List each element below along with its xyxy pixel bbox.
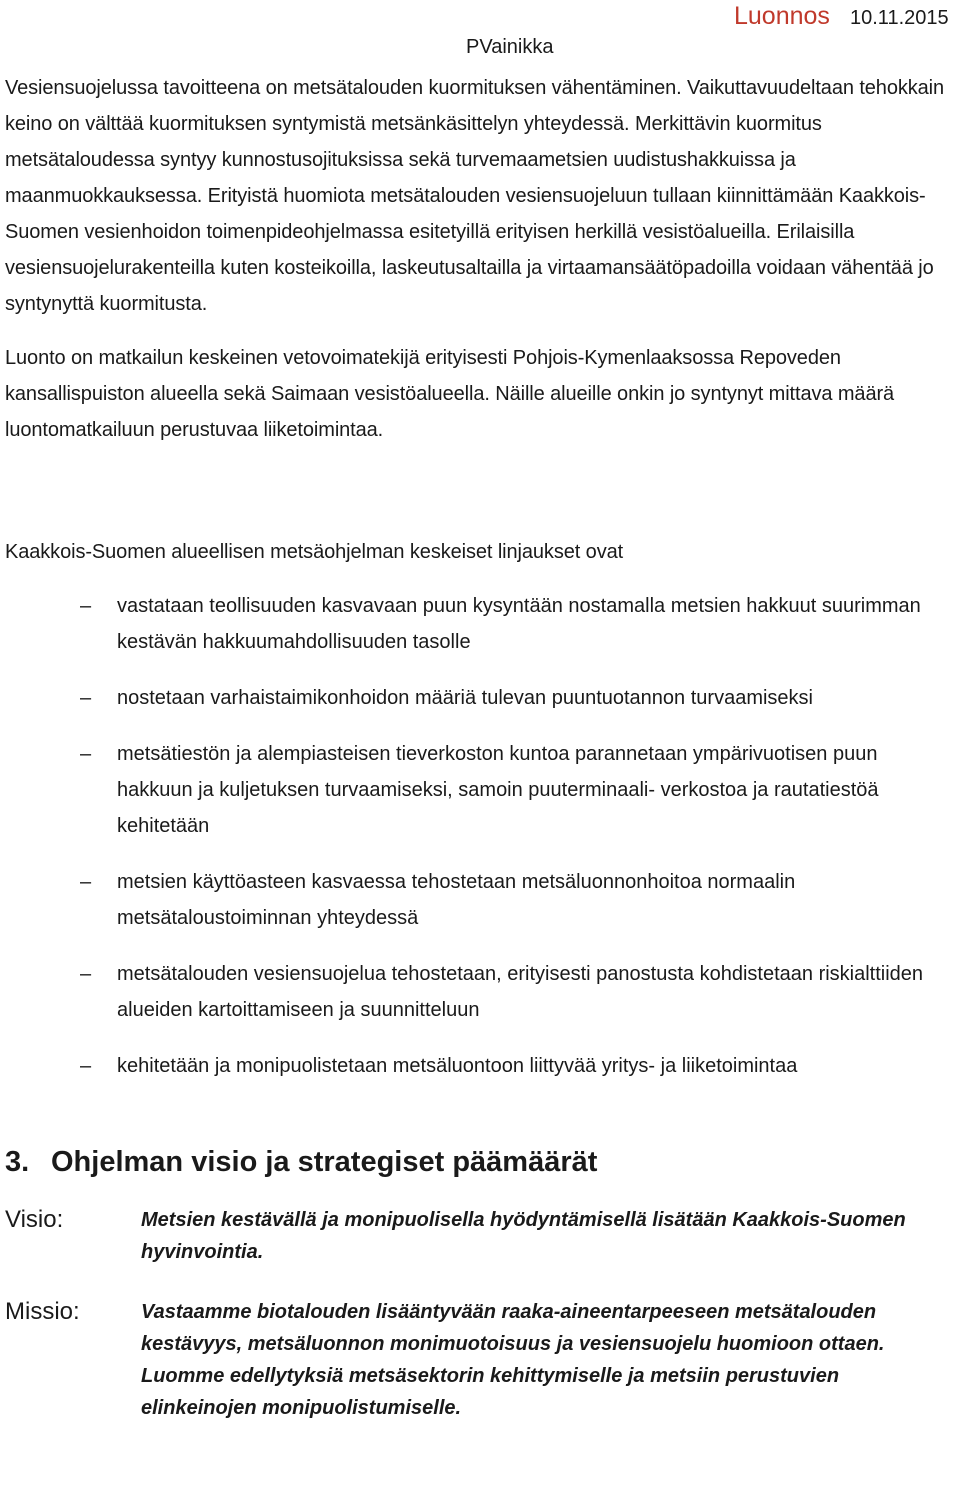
list-item-text: metsätiestön ja alempiasteisen tieverkoston kuntoa parannetaan ympärivuotisen puun hakkuun ja kuljetuksen turvaamiseksi, samoin puuterminaali- verkostoa ja rautatiestöä kehitetään: [117, 743, 879, 837]
paragraph-water-protection: Vesiensuojelussa tavoitteena on metsätalouden kuormituksen vähentäminen. Vaikuttavuudeltaan tehokkain keino on välttää kuormituksen syntymistä metsänkäsittelyn yhteydessä. Merkittävin kuormitus metsätaloudessa syntyy kunnostusojituksissa sekä turvemaametsien uudistushakkuissa ja maanmuokkauksessa. Erityistä huomiota metsätalouden vesiensuojeluun tullaan kiinnittämään Kaakkois-Suomen vesienhoidon toimenpideohjelmassa esitetyillä erityisen herkillä vesistöalueilla. Erilaisilla vesiensuojelurakenteilla kuten kosteikoilla, laskeutusaltailla ja virtaamansäätöpadoilla voidaan vähentää jo syntynyttä kuormitusta.: [5, 77, 945, 315]
section-title: Ohjelman visio ja strategiset päämäärät: [51, 1146, 598, 1178]
list-item: [5, 588, 953, 660]
vision-label: Visio:: [5, 1206, 64, 1233]
list-item-text: nostetaan varhaistaimikonhoidon määriä tulevan puuntuotannon turvaamiseksi: [117, 687, 813, 709]
list-item-text: metsätalouden vesiensuojelua tehostetaan, erityisesti panostusta kohdistetaan riskialttiiden alueiden kartoittamiseen ja suunnitteluun: [117, 963, 924, 1021]
list-item: [5, 956, 953, 1028]
bullet-dash: –: [80, 743, 92, 765]
list-item: [5, 864, 953, 936]
list-item: [5, 680, 953, 716]
list-item: [5, 1048, 953, 1084]
header-date: 10.11.2015: [850, 7, 949, 29]
bullet-dash: –: [80, 963, 92, 985]
bullet-dash: –: [80, 871, 92, 893]
section-heading: [5, 1142, 953, 1182]
paragraph-nature-tourism: Luonto on matkailun keskeinen vetovoimatekijä erityisesti Pohjois-Kymenlaaksossa Repoveden kansallispuiston alueella sekä Saimaan vesistöalueella. Näille alueille onkin jo syntynyt mittava määrä luontomatkailuun perustuvaa liiketoimintaa.: [5, 347, 895, 441]
list-item: [5, 736, 953, 844]
mission-text: Vastaamme biotalouden lisääntyvään raaka-aineentarpeeseen metsätalouden kestävyys, metsäluonnon monimuotoisuus ja vesiensuojelu huomioon ottaen. Luomme edellytyksiä metsäsektorin kehittymiselle ja metsiin perustuvien elinkeinojen monipuolistumiselle.: [141, 1301, 885, 1419]
vision-text: Metsien kestävällä ja monipuolisella hyödyntämisellä lisätään Kaakkois-Suomen hyvinvointia.: [141, 1209, 906, 1263]
vision-row: [5, 1204, 953, 1268]
paragraph-program-policies-intro: Kaakkois-Suomen alueellisen metsäohjelman keskeiset linjaukset ovat: [5, 541, 624, 563]
list-item-text: kehitetään ja monipuolistetaan metsäluontoon liittyvää yritys- ja liiketoimintaa: [117, 1055, 798, 1077]
mission-row: [5, 1296, 953, 1424]
document-body: [5, 70, 953, 1424]
section-number: 3.: [5, 1146, 30, 1178]
list-item-text: vastataan teollisuuden kasvavaan puun kysyntään nostamalla metsien hakkuut suurimman kestävän hakkuumahdollisuuden tasolle: [117, 595, 921, 653]
header-draft-status: Luonnos: [734, 2, 830, 30]
policy-list: [5, 588, 953, 1084]
bullet-dash: –: [80, 687, 92, 709]
bullet-dash: –: [80, 1055, 92, 1077]
list-item-text: metsien käyttöasteen kasvaessa tehostetaan metsäluonnonhoitoa normaalin metsätaloustoiminnan yhteydessä: [117, 871, 796, 929]
page-header: [0, 2, 960, 62]
mission-label: Missio:: [5, 1298, 80, 1325]
bullet-dash: –: [80, 595, 92, 617]
header-author: PVainikka: [466, 36, 554, 58]
